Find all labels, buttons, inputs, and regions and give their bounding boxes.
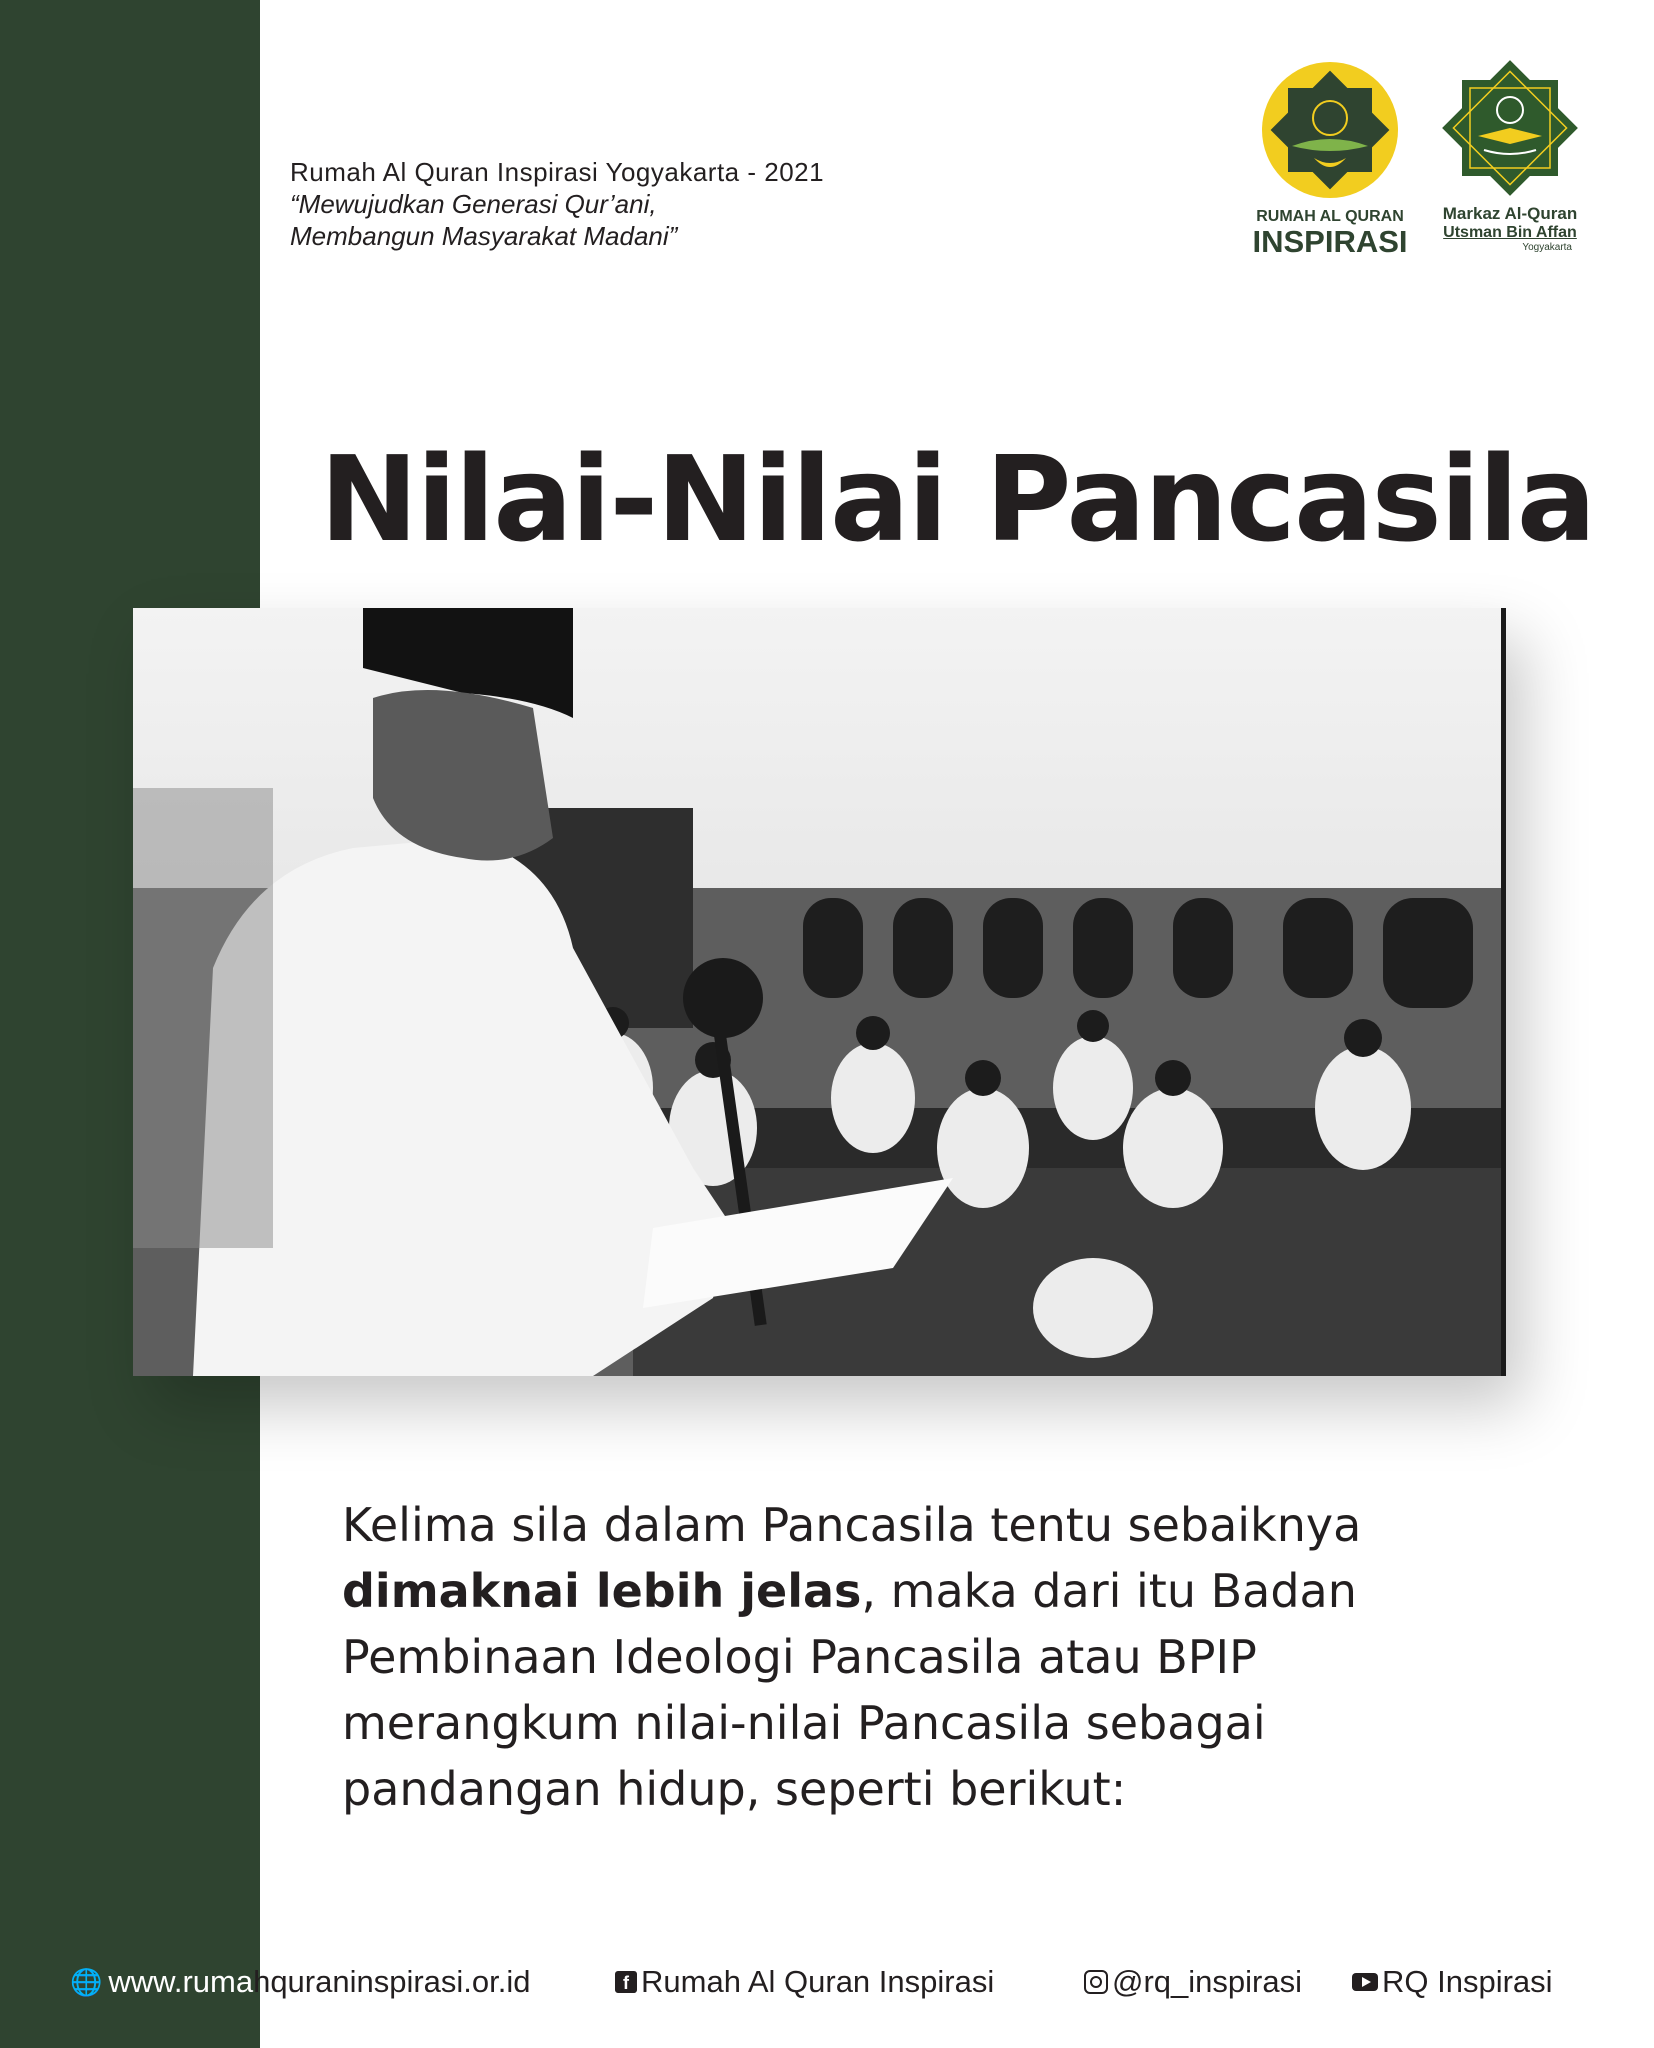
rumah-al-quran-logo bbox=[1250, 60, 1410, 258]
org-line: Rumah Al Quran Inspirasi Yogyakarta - 2021 bbox=[290, 157, 825, 187]
tagline-line-2: Membangun Masyarakat Madani” bbox=[290, 221, 678, 251]
body-part-2: , maka dari itu Badan Pembinaan Ideologi Pancasila atau BPIP merangkum nilai-nilai Pancasila sebagai pandangan hidup, seperti berikut: bbox=[342, 1564, 1357, 1816]
youtube-icon bbox=[1352, 1973, 1378, 1991]
markaz-logo bbox=[1430, 58, 1590, 253]
logo-caption-small: RUMAH AL QURAN bbox=[1256, 208, 1404, 225]
header-text bbox=[290, 156, 824, 252]
markaz-line-2: Utsman Bin Affan bbox=[1443, 224, 1577, 241]
footer-instagram[interactable] bbox=[1084, 1960, 1302, 2004]
body-paragraph bbox=[342, 1492, 1402, 1822]
globe-icon: 🌐 bbox=[70, 1966, 103, 1997]
page-title: Nilai-Nilai Pancasila bbox=[319, 430, 1595, 568]
website-text-part-2: hquraninspirasi.or.id bbox=[253, 1964, 531, 1999]
body-part-1: Kelima sila dalam Pancasila tentu sebaiknya bbox=[342, 1498, 1362, 1552]
logo-caption-large: INSPIRASI bbox=[1252, 224, 1408, 259]
facebook-text: Rumah Al Quran Inspirasi bbox=[641, 1964, 995, 1999]
markaz-line-3: Yogyakarta bbox=[1522, 242, 1572, 253]
body-bold-phrase: dimaknai lebih jelas bbox=[342, 1564, 862, 1618]
footer-website[interactable] bbox=[70, 1960, 531, 2004]
octagram-quran-icon bbox=[1440, 58, 1580, 198]
octagram-book-icon bbox=[1260, 60, 1400, 200]
footer-facebook[interactable] bbox=[615, 1960, 994, 2004]
footer-youtube[interactable] bbox=[1352, 1960, 1553, 2004]
instagram-icon bbox=[1084, 1970, 1108, 1994]
historical-speech-photo bbox=[133, 608, 1506, 1376]
website-text-part-1: www.ruma bbox=[108, 1964, 254, 1999]
youtube-text: RQ Inspirasi bbox=[1382, 1964, 1553, 1999]
instagram-text: @rq_inspirasi bbox=[1112, 1964, 1302, 1999]
facebook-icon: f bbox=[615, 1971, 637, 1993]
markaz-line-1: Markaz Al-Quran bbox=[1442, 204, 1578, 223]
tagline-line-1: “Mewujudkan Generasi Qur’ani, bbox=[290, 189, 657, 219]
